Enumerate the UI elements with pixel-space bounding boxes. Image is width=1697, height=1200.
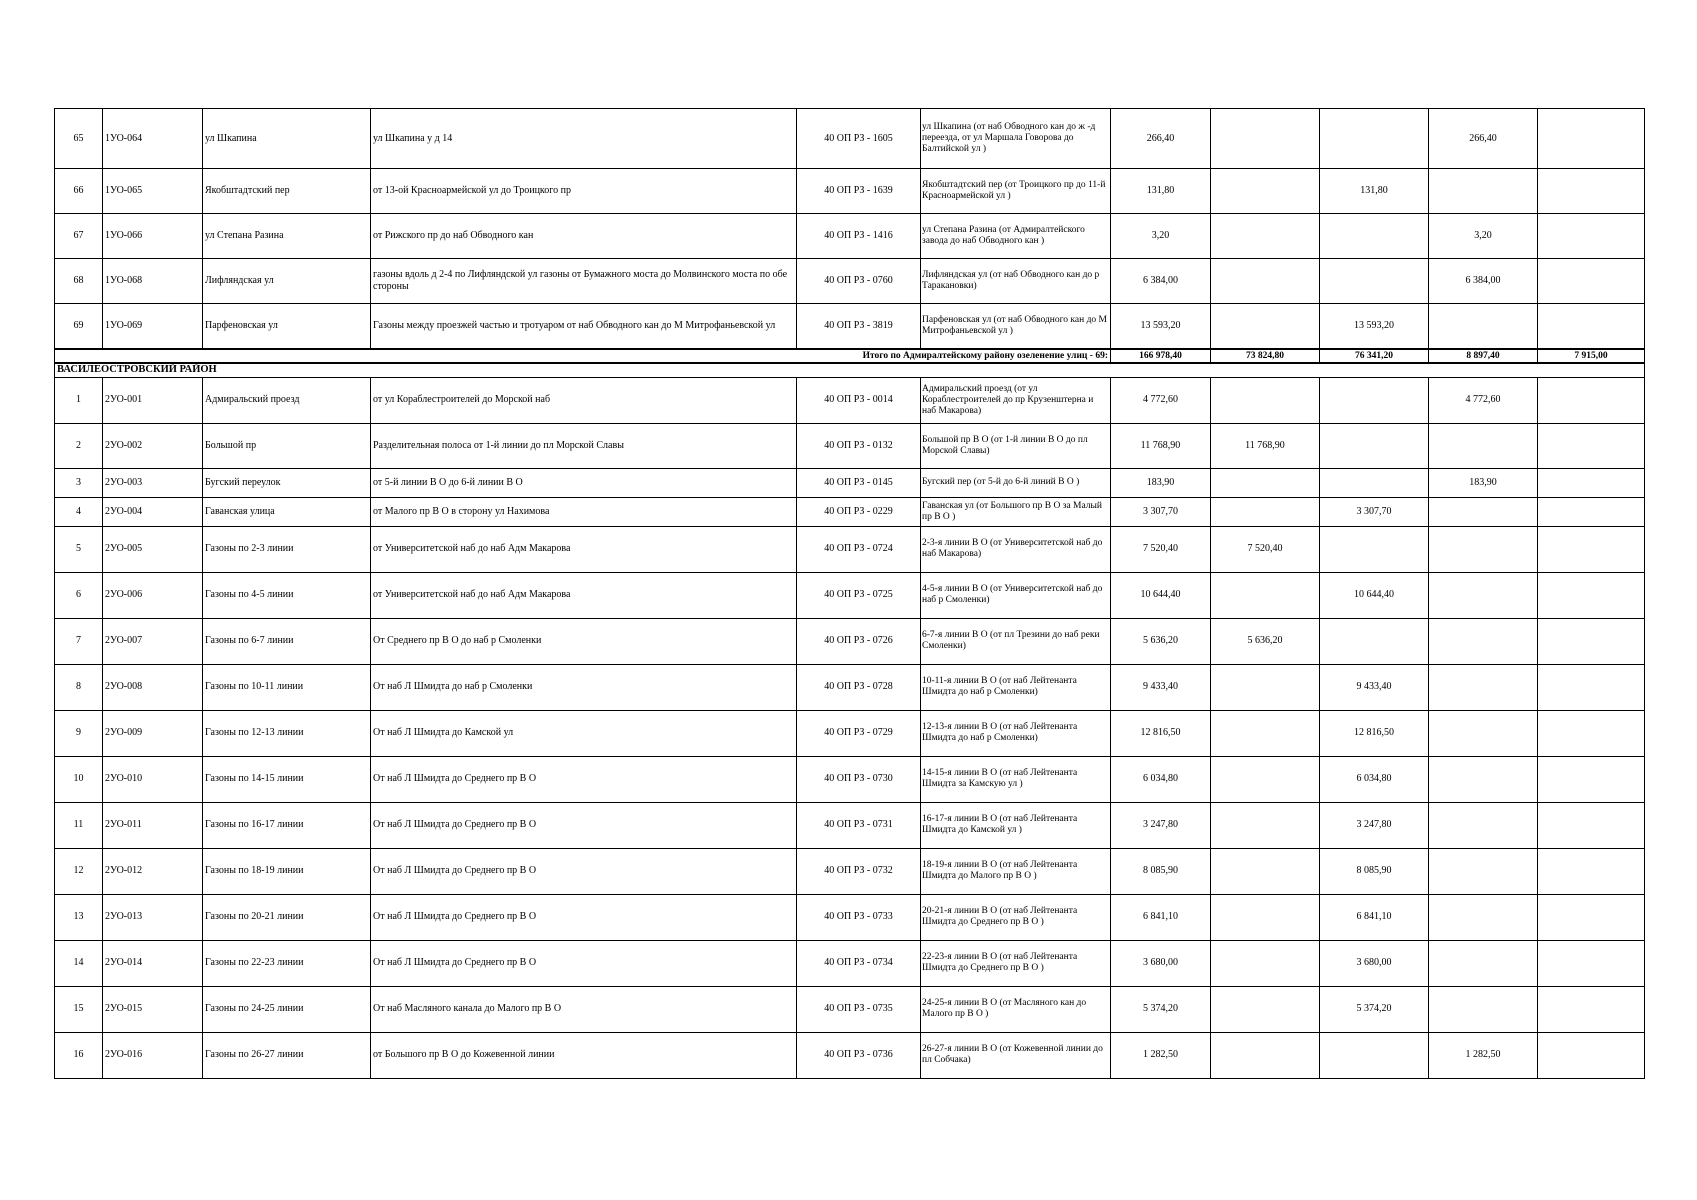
row-category-4 — [1538, 710, 1645, 756]
row-category-1 — [1211, 710, 1320, 756]
table-row — [55, 526, 1645, 572]
table-row — [55, 259, 1645, 304]
row-total-area: 131,80 — [1111, 169, 1211, 214]
row-code: 2УО-015 — [103, 986, 203, 1032]
row-category-2 — [1320, 109, 1429, 169]
row-category-1: 5 636,20 — [1211, 618, 1320, 664]
row-registry-number: 40 ОП РЗ - 0731 — [797, 802, 921, 848]
row-address: Адмиральский проезд (от ул Кораблестроителей до пр Крузенштерна и наб Макарова) — [921, 377, 1111, 423]
row-object-name: Газоны по 4-5 линии — [203, 572, 371, 618]
row-registry-number: 40 ОП РЗ - 1605 — [797, 109, 921, 169]
row-number: 6 — [55, 572, 103, 618]
row-category-4 — [1538, 986, 1645, 1032]
row-category-3: 266,40 — [1429, 109, 1538, 169]
row-description: газоны вдоль д 2-4 по Лифляндской ул газоны от Бумажного моста до Молвинского моста по обе стороны — [371, 259, 797, 304]
row-category-1 — [1211, 802, 1320, 848]
row-number: 8 — [55, 664, 103, 710]
row-code: 2УО-011 — [103, 802, 203, 848]
row-object-name: Лифляндская ул — [203, 259, 371, 304]
row-code: 2УО-012 — [103, 848, 203, 894]
row-object-name: Газоны по 6-7 линии — [203, 618, 371, 664]
row-description: от Университетской наб до наб Адм Макарова — [371, 572, 797, 618]
row-object-name: ул Степана Разина — [203, 214, 371, 259]
table-body-top — [55, 109, 1645, 349]
row-object-name: Газоны по 22-23 линии — [203, 940, 371, 986]
row-number: 13 — [55, 894, 103, 940]
table-row — [55, 377, 1645, 423]
row-category-1 — [1211, 214, 1320, 259]
row-number: 2 — [55, 423, 103, 468]
row-address: 10-11-я линии В О (от наб Лейтенанта Шмидта до наб р Смоленки) — [921, 664, 1111, 710]
row-address: ул Шкапина (от наб Обводного кан до ж -д переезда, от ул Маршала Говорова до Балтийской ул ) — [921, 109, 1111, 169]
row-address: 6-7-я линии В О (от пл Трезини до наб реки Смоленки) — [921, 618, 1111, 664]
row-total-area: 13 593,20 — [1111, 304, 1211, 349]
row-registry-number: 40 ОП РЗ - 0734 — [797, 940, 921, 986]
row-category-1: 7 520,40 — [1211, 526, 1320, 572]
row-number: 15 — [55, 986, 103, 1032]
row-total-area: 12 816,50 — [1111, 710, 1211, 756]
row-category-2: 6 841,10 — [1320, 894, 1429, 940]
row-total-area: 11 768,90 — [1111, 423, 1211, 468]
row-category-2: 131,80 — [1320, 169, 1429, 214]
row-description: От наб Л Шмидта до Среднего пр В О — [371, 894, 797, 940]
row-registry-number: 40 ОП РЗ - 0760 — [797, 259, 921, 304]
row-address: 26-27-я линии В О (от Кожевенной линии до пл Собчака) — [921, 1032, 1111, 1078]
row-category-3: 4 772,60 — [1429, 377, 1538, 423]
row-category-1 — [1211, 1032, 1320, 1078]
row-category-1: 11 768,90 — [1211, 423, 1320, 468]
table-row — [55, 756, 1645, 802]
row-description: От наб Л Шмидта до Среднего пр В О — [371, 848, 797, 894]
row-object-name: Газоны по 14-15 линии — [203, 756, 371, 802]
row-number: 7 — [55, 618, 103, 664]
row-object-name: Газоны по 24-25 линии — [203, 986, 371, 1032]
row-number: 14 — [55, 940, 103, 986]
row-category-1 — [1211, 940, 1320, 986]
row-registry-number: 40 ОП РЗ - 0730 — [797, 756, 921, 802]
row-total-area: 266,40 — [1111, 109, 1211, 169]
row-registry-number: 40 ОП РЗ - 0729 — [797, 710, 921, 756]
row-registry-number: 40 ОП РЗ - 0145 — [797, 468, 921, 497]
row-description: Газоны между проезжей частью и тротуаром от наб Обводного кан до М Митрофаньевской ул — [371, 304, 797, 349]
row-registry-number: 40 ОП РЗ - 0733 — [797, 894, 921, 940]
row-total-area: 3,20 — [1111, 214, 1211, 259]
row-category-3 — [1429, 710, 1538, 756]
table-row — [55, 802, 1645, 848]
row-registry-number: 40 ОП РЗ - 0736 — [797, 1032, 921, 1078]
row-total-area: 8 085,90 — [1111, 848, 1211, 894]
row-total-area: 6 841,10 — [1111, 894, 1211, 940]
row-category-4 — [1538, 109, 1645, 169]
row-category-1 — [1211, 169, 1320, 214]
row-address: 4-5-я линии В О (от Университетской наб до наб р Смоленки) — [921, 572, 1111, 618]
row-category-4 — [1538, 940, 1645, 986]
row-category-4 — [1538, 377, 1645, 423]
row-number: 12 — [55, 848, 103, 894]
row-description: От Среднего пр В О до наб р Смоленки — [371, 618, 797, 664]
row-address: Гаванская ул (от Большого пр В О за Малый пр В О ) — [921, 497, 1111, 526]
row-address: 12-13-я линии В О (от наб Лейтенанта Шмидта до наб р Смоленки) — [921, 710, 1111, 756]
row-category-2: 9 433,40 — [1320, 664, 1429, 710]
row-category-3 — [1429, 618, 1538, 664]
row-number: 10 — [55, 756, 103, 802]
row-number: 69 — [55, 304, 103, 349]
district-section-row — [55, 363, 1645, 378]
row-address: 20-21-я линии В О (от наб Лейтенанта Шмидта до Среднего пр В О ) — [921, 894, 1111, 940]
row-category-2: 3 680,00 — [1320, 940, 1429, 986]
row-category-3 — [1429, 894, 1538, 940]
row-total-area: 10 644,40 — [1111, 572, 1211, 618]
green-areas-table — [54, 108, 1645, 1079]
row-address: ул Степана Разина (от Адмиралтейского завода до наб Обводного кан ) — [921, 214, 1111, 259]
row-total-area: 6 034,80 — [1111, 756, 1211, 802]
table-body-bottom — [55, 377, 1645, 1078]
row-address: 24-25-я линии В О (от Масляного кан до Малого пр В О ) — [921, 986, 1111, 1032]
row-code: 1УО-068 — [103, 259, 203, 304]
row-category-2: 5 374,20 — [1320, 986, 1429, 1032]
row-number: 5 — [55, 526, 103, 572]
row-code: 2УО-003 — [103, 468, 203, 497]
district-total-col3: 8 897,40 — [1429, 349, 1538, 363]
row-category-3: 3,20 — [1429, 214, 1538, 259]
row-description: От наб Масляного канала до Малого пр В О — [371, 986, 797, 1032]
row-number: 4 — [55, 497, 103, 526]
row-category-1 — [1211, 894, 1320, 940]
row-number: 11 — [55, 802, 103, 848]
row-category-2: 12 816,50 — [1320, 710, 1429, 756]
row-category-4 — [1538, 756, 1645, 802]
table-row — [55, 214, 1645, 259]
row-registry-number: 40 ОП РЗ - 0229 — [797, 497, 921, 526]
district-total-sum: 166 978,40 — [1111, 349, 1211, 363]
row-code: 2УО-008 — [103, 664, 203, 710]
row-category-1 — [1211, 468, 1320, 497]
row-description: От наб Л Шмидта до Среднего пр В О — [371, 940, 797, 986]
row-code: 1УО-065 — [103, 169, 203, 214]
row-category-4 — [1538, 572, 1645, 618]
row-object-name: Газоны по 10-11 линии — [203, 664, 371, 710]
row-code: 2УО-001 — [103, 377, 203, 423]
table-row — [55, 618, 1645, 664]
row-registry-number: 40 ОП РЗ - 1639 — [797, 169, 921, 214]
row-category-1 — [1211, 259, 1320, 304]
row-total-area: 183,90 — [1111, 468, 1211, 497]
table-row — [55, 1032, 1645, 1078]
row-category-4 — [1538, 1032, 1645, 1078]
row-category-2: 8 085,90 — [1320, 848, 1429, 894]
row-category-1 — [1211, 304, 1320, 349]
row-category-3 — [1429, 526, 1538, 572]
row-description: от Университетской наб до наб Адм Макарова — [371, 526, 797, 572]
row-object-name: Якобштадтский пер — [203, 169, 371, 214]
row-address: 14-15-я линии В О (от наб Лейтенанта Шмидта за Камскую ул ) — [921, 756, 1111, 802]
district-total-row — [55, 349, 1645, 363]
table-row — [55, 423, 1645, 468]
row-object-name: Газоны по 16-17 линии — [203, 802, 371, 848]
table-row — [55, 304, 1645, 349]
row-total-area: 7 520,40 — [1111, 526, 1211, 572]
row-object-name: Газоны по 26-27 линии — [203, 1032, 371, 1078]
row-category-2: 13 593,20 — [1320, 304, 1429, 349]
row-description: ул Шкапина у д 14 — [371, 109, 797, 169]
row-category-3 — [1429, 572, 1538, 618]
row-description: от Рижского пр до наб Обводного кан — [371, 214, 797, 259]
row-number: 3 — [55, 468, 103, 497]
table-row — [55, 109, 1645, 169]
table-row — [55, 940, 1645, 986]
row-total-area: 3 307,70 — [1111, 497, 1211, 526]
table-total-section — [55, 349, 1645, 378]
district-total-label: Итого по Адмиралтейскому району озеленение улиц - 69: — [55, 349, 1111, 363]
row-total-area: 1 282,50 — [1111, 1032, 1211, 1078]
row-category-4 — [1538, 802, 1645, 848]
row-category-4 — [1538, 304, 1645, 349]
row-code: 2УО-010 — [103, 756, 203, 802]
table-row — [55, 894, 1645, 940]
row-object-name: ул Шкапина — [203, 109, 371, 169]
row-category-1 — [1211, 664, 1320, 710]
table-row — [55, 664, 1645, 710]
row-category-3: 6 384,00 — [1429, 259, 1538, 304]
row-total-area: 5 636,20 — [1111, 618, 1211, 664]
row-code: 1УО-066 — [103, 214, 203, 259]
row-description: от 13-ой Красноармейской ул до Троицкого пр — [371, 169, 797, 214]
row-number: 66 — [55, 169, 103, 214]
row-category-3 — [1429, 756, 1538, 802]
row-category-2: 3 247,80 — [1320, 802, 1429, 848]
row-code: 1УО-064 — [103, 109, 203, 169]
row-category-4 — [1538, 468, 1645, 497]
row-category-4 — [1538, 259, 1645, 304]
row-code: 2УО-016 — [103, 1032, 203, 1078]
district-total-col1: 73 824,80 — [1211, 349, 1320, 363]
row-registry-number: 40 ОП РЗ - 0725 — [797, 572, 921, 618]
row-category-4 — [1538, 214, 1645, 259]
table-row — [55, 468, 1645, 497]
table-row — [55, 497, 1645, 526]
row-category-3 — [1429, 304, 1538, 349]
table-row — [55, 169, 1645, 214]
row-total-area: 6 384,00 — [1111, 259, 1211, 304]
row-code: 2УО-013 — [103, 894, 203, 940]
row-category-2 — [1320, 526, 1429, 572]
row-category-2 — [1320, 423, 1429, 468]
district-total-col2: 76 341,20 — [1320, 349, 1429, 363]
row-number: 67 — [55, 214, 103, 259]
row-category-4 — [1538, 848, 1645, 894]
row-category-3 — [1429, 497, 1538, 526]
row-category-1 — [1211, 572, 1320, 618]
row-category-2 — [1320, 377, 1429, 423]
row-description: от Большого пр В О до Кожевенной линии — [371, 1032, 797, 1078]
row-category-1 — [1211, 986, 1320, 1032]
row-category-4 — [1538, 169, 1645, 214]
row-category-3: 1 282,50 — [1429, 1032, 1538, 1078]
row-number: 68 — [55, 259, 103, 304]
row-category-1 — [1211, 497, 1320, 526]
row-address: 2-3-я линии В О (от Университетской наб до наб Макарова) — [921, 526, 1111, 572]
table-row — [55, 986, 1645, 1032]
row-code: 2УО-006 — [103, 572, 203, 618]
row-description: Разделительная полоса от 1-й линии до пл Морской Славы — [371, 423, 797, 468]
row-category-3 — [1429, 986, 1538, 1032]
row-code: 2УО-007 — [103, 618, 203, 664]
row-object-name: Парфеновская ул — [203, 304, 371, 349]
row-number: 1 — [55, 377, 103, 423]
row-category-1 — [1211, 377, 1320, 423]
row-category-4 — [1538, 618, 1645, 664]
row-object-name: Большой пр — [203, 423, 371, 468]
row-address: Большой пр В О (от 1-й линии В О до пл Морской Славы) — [921, 423, 1111, 468]
row-registry-number: 40 ОП РЗ - 0014 — [797, 377, 921, 423]
row-category-3 — [1429, 848, 1538, 894]
row-number: 16 — [55, 1032, 103, 1078]
row-category-2 — [1320, 1032, 1429, 1078]
row-category-3 — [1429, 940, 1538, 986]
row-category-3: 183,90 — [1429, 468, 1538, 497]
row-object-name: Газоны по 12-13 линии — [203, 710, 371, 756]
row-address: Якобштадтский пер (от Троицкого пр до 11-й Красноармейской ул ) — [921, 169, 1111, 214]
row-category-2 — [1320, 618, 1429, 664]
row-description: От наб Л Шмидта до Среднего пр В О — [371, 802, 797, 848]
row-total-area: 4 772,60 — [1111, 377, 1211, 423]
row-description: от ул Кораблестроителей до Морской наб — [371, 377, 797, 423]
row-category-4 — [1538, 526, 1645, 572]
row-description: От наб Л Шмидта до Среднего пр В О — [371, 756, 797, 802]
row-category-4 — [1538, 664, 1645, 710]
row-category-2: 6 034,80 — [1320, 756, 1429, 802]
row-code: 2УО-005 — [103, 526, 203, 572]
row-code: 2УО-002 — [103, 423, 203, 468]
row-address: Парфеновская ул (от наб Обводного кан до М Митрофаньевской ул ) — [921, 304, 1111, 349]
row-registry-number: 40 ОП РЗ - 0132 — [797, 423, 921, 468]
row-description: от 5-й линии В О до 6-й линии В О — [371, 468, 797, 497]
district-total-col4: 7 915,00 — [1538, 349, 1645, 363]
row-category-3 — [1429, 802, 1538, 848]
table-row — [55, 710, 1645, 756]
row-object-name: Гаванская улица — [203, 497, 371, 526]
row-category-1 — [1211, 756, 1320, 802]
row-total-area: 5 374,20 — [1111, 986, 1211, 1032]
row-category-3 — [1429, 423, 1538, 468]
row-total-area: 3 247,80 — [1111, 802, 1211, 848]
row-category-1 — [1211, 109, 1320, 169]
row-category-4 — [1538, 423, 1645, 468]
row-description: От наб Л Шмидта до Камской ул — [371, 710, 797, 756]
row-category-3 — [1429, 664, 1538, 710]
row-object-name: Газоны по 18-19 линии — [203, 848, 371, 894]
table-row — [55, 848, 1645, 894]
row-description: От наб Л Шмидта до наб р Смоленки — [371, 664, 797, 710]
row-category-2 — [1320, 214, 1429, 259]
row-category-1 — [1211, 848, 1320, 894]
row-total-area: 3 680,00 — [1111, 940, 1211, 986]
row-category-2 — [1320, 259, 1429, 304]
row-registry-number: 40 ОП РЗ - 0732 — [797, 848, 921, 894]
row-category-4 — [1538, 894, 1645, 940]
row-object-name: Бугский переулок — [203, 468, 371, 497]
row-category-4 — [1538, 497, 1645, 526]
document-sheet — [54, 108, 1644, 1079]
row-number: 9 — [55, 710, 103, 756]
row-code: 1УО-069 — [103, 304, 203, 349]
row-object-name: Адмиральский проезд — [203, 377, 371, 423]
row-address: Лифляндская ул (от наб Обводного кан до р Таракановки) — [921, 259, 1111, 304]
row-registry-number: 40 ОП РЗ - 0724 — [797, 526, 921, 572]
row-code: 2УО-014 — [103, 940, 203, 986]
row-object-name: Газоны по 2-3 линии — [203, 526, 371, 572]
row-category-2: 3 307,70 — [1320, 497, 1429, 526]
row-category-2 — [1320, 468, 1429, 497]
row-address: 18-19-я линии В О (от наб Лейтенанта Шмидта до Малого пр В О ) — [921, 848, 1111, 894]
row-registry-number: 40 ОП РЗ - 3819 — [797, 304, 921, 349]
row-registry-number: 40 ОП РЗ - 0735 — [797, 986, 921, 1032]
row-code: 2УО-009 — [103, 710, 203, 756]
table-row — [55, 572, 1645, 618]
row-object-name: Газоны по 20-21 линии — [203, 894, 371, 940]
row-address: Бугский пер (от 5-й до 6-й линий В О ) — [921, 468, 1111, 497]
row-code: 2УО-004 — [103, 497, 203, 526]
row-address: 22-23-я линии В О (от наб Лейтенанта Шмидта до Среднего пр В О ) — [921, 940, 1111, 986]
row-address: 16-17-я линии В О (от наб Лейтенанта Шмидта до Камской ул ) — [921, 802, 1111, 848]
row-registry-number: 40 ОП РЗ - 1416 — [797, 214, 921, 259]
row-number: 65 — [55, 109, 103, 169]
row-registry-number: 40 ОП РЗ - 0728 — [797, 664, 921, 710]
row-description: от Малого пр В О в сторону ул Нахимова — [371, 497, 797, 526]
row-category-2: 10 644,40 — [1320, 572, 1429, 618]
row-total-area: 9 433,40 — [1111, 664, 1211, 710]
row-category-3 — [1429, 169, 1538, 214]
row-registry-number: 40 ОП РЗ - 0726 — [797, 618, 921, 664]
district-section-title: ВАСИЛЕОСТРОВСКИЙ РАЙОН — [55, 363, 1645, 378]
